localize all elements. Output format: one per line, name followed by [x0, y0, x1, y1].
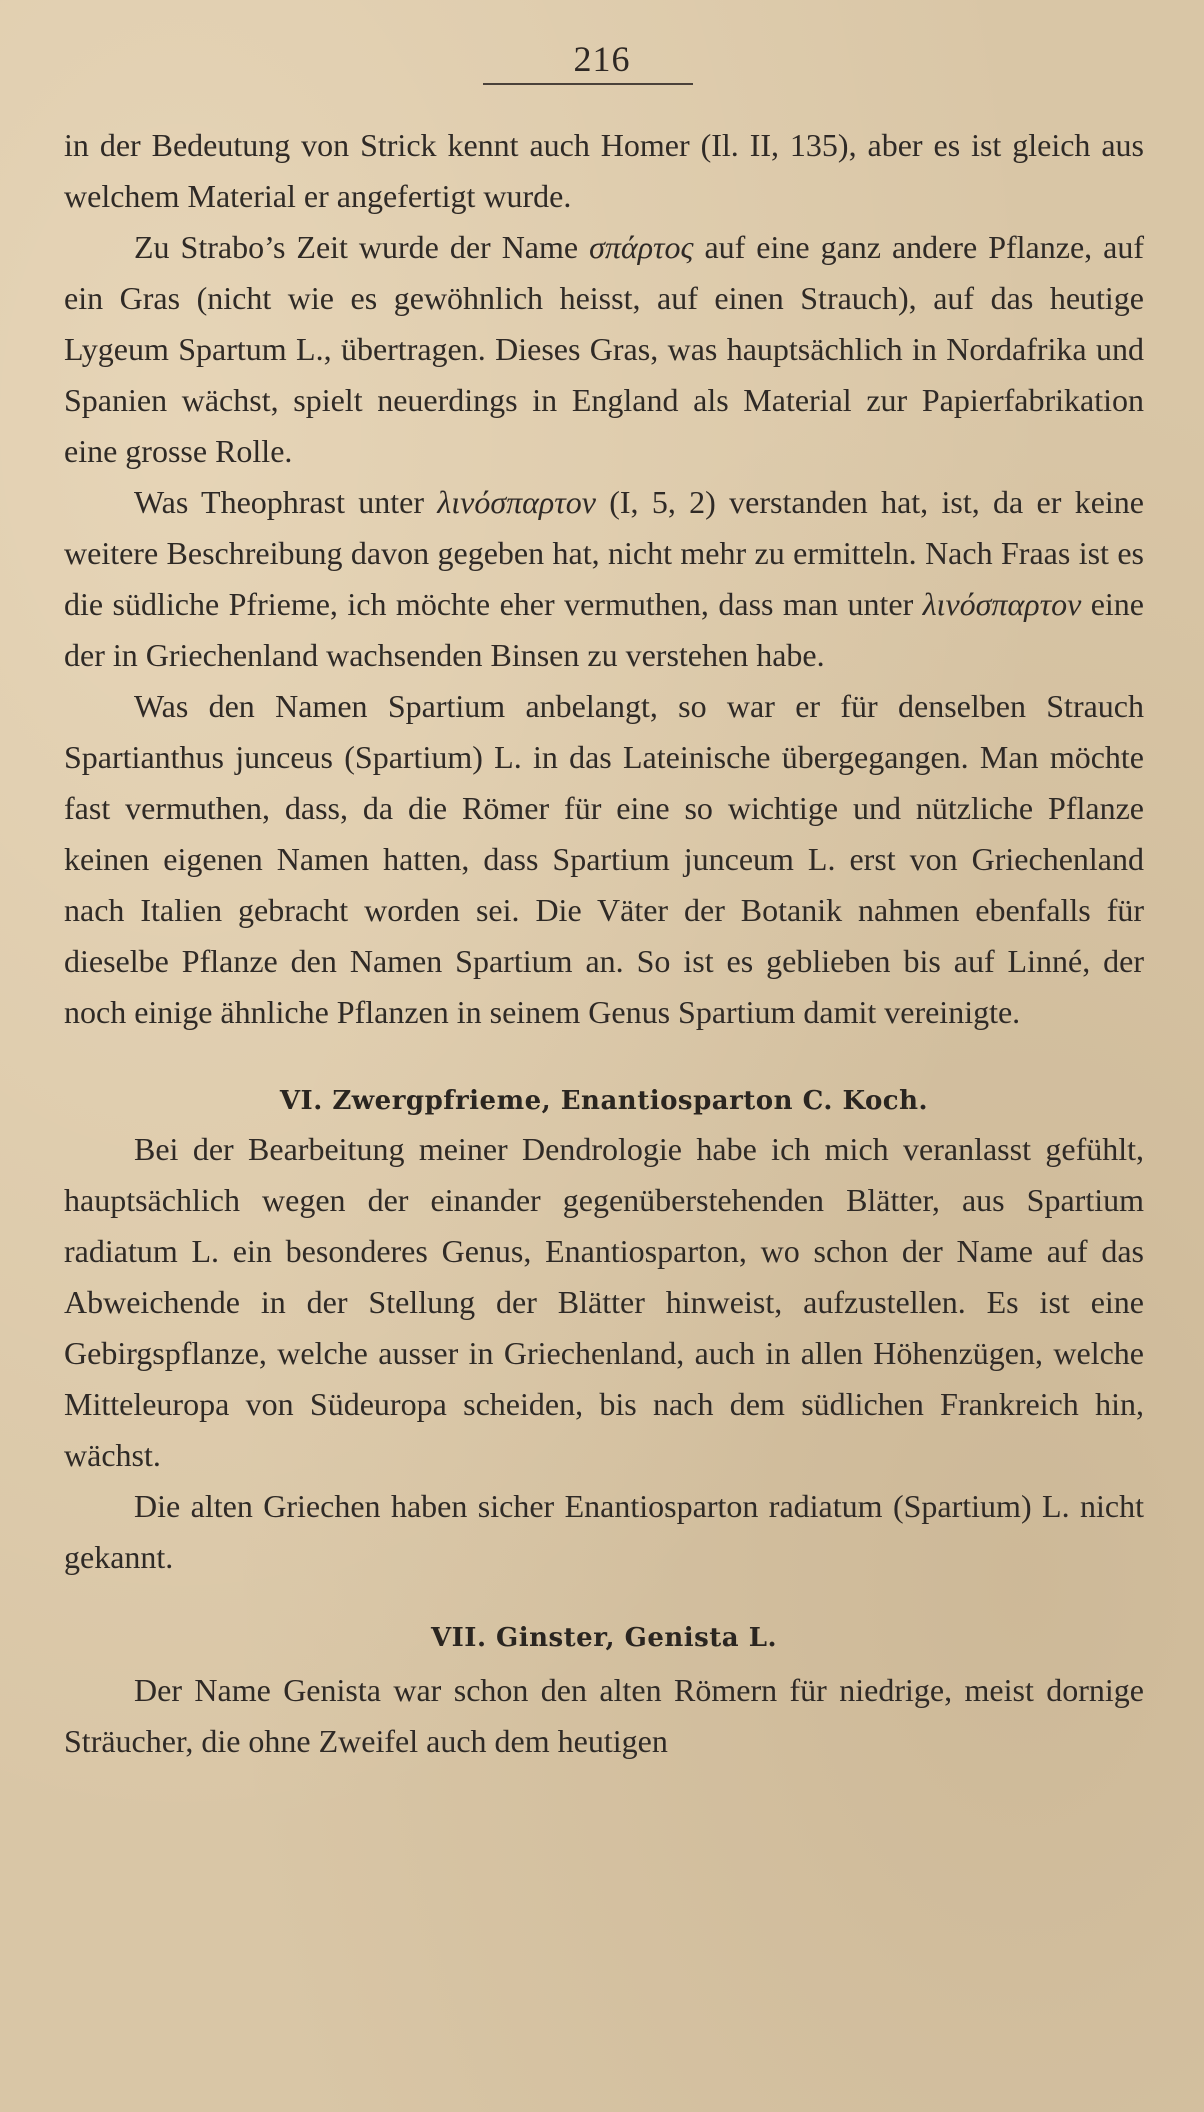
body-text [64, 120, 1144, 1767]
greek-word-spartos: σπάρτος [589, 229, 694, 265]
text-segment: (I, 5, 2) verstanden hat, ist, da er keine weitere Beschreibung davon gegeben hat, nicht mehr zu ermitteln. Nach Fraas ist es die südliche Pfrieme, ich möchte eher vermuthen, dass man unter [64, 484, 1145, 622]
paragraph-genista: Der Name Genista war schon den alten Römern für niedrige, meist dornige Sträucher, die ohne Zweifel auch dem heutigen [64, 1672, 1144, 1759]
greek-word-linosparton: λινόσπαρτον [922, 586, 1082, 622]
header-rule [483, 83, 693, 85]
section-heading-vi: VI. Zwergpfrieme, Enantiosparton C. Koch. [279, 1086, 929, 1116]
page-header [0, 38, 1204, 80]
greek-word-linosparton: λινόσπαρτον [437, 484, 596, 520]
paragraph-enantiosparton: Bei der Bearbeitung meiner Dendrologie habe ich mich veranlasst gefühlt, hauptsächlich wegen der einander gegenüberstehenden Blätter, aus Spartium radiatum L. ein besonderes Genus, Enantiosparton, wo schon der Name auf das Abweichende in der Stellung der Blätter hinweist, aufzustellen. Es ist eine Gebirgspflanze, welche ausser in Griechenland, auch in allen Höhenzügen, welche Mitteleuropa von Südeuropa scheiden, bis nach dem südlichen Frankreich hin, wächst. [64, 1131, 1144, 1473]
paragraph-alte-griechen: Die alten Griechen haben sicher Enantiosparton radiatum (Spartium) L. nicht gekannt. [64, 1488, 1144, 1575]
paragraph-continuation: in der Bedeutung von Strick kennt auch Homer (Il. II, 135), aber es ist gleich aus welchem Material er angefertigt wurde. [64, 127, 1144, 214]
text-segment: eine der in Griechenland wachsenden Binsen zu verstehen habe. [64, 586, 1145, 673]
paragraph-spartium: Was den Namen Spartium anbelangt, so war er für denselben Strauch Spartianthus junceus (Spartium) L. in das Lateinische übergegangen. Man möchte fast vermuthen, dass, da die Römer für eine so wichtige und nützliche Pflanze keinen eigenen Namen hatten, dass Spartium junceum L. erst von Griechenland nach Italien gebracht worden sei. Die Väter der Botanik nahmen ebenfalls für dieselbe Pflanze den Namen Spartium an. So ist es geblieben bis auf Linné, der noch einige ähnliche Pflanzen in seinem Genus Spartium damit vereinigte. [64, 688, 1144, 1030]
text-segment: Was Theophrast unter [134, 484, 438, 520]
page-number: 216 [573, 39, 631, 79]
section-heading-vii: VII. Ginster, Genista L. [430, 1623, 778, 1653]
text-segment: Zu Strabo’s Zeit wurde der Name [134, 229, 590, 265]
paragraph-strabo [64, 222, 1144, 477]
text-segment: auf eine ganz andere Pflanze, auf ein Gras (nicht wie es gewöhnlich heisst, auf einen Strauch), auf das heutige Lygeum Spartum L., übertragen. Dieses Gras, was hauptsächlich in Nordafrika und Spanien wächst, spielt neuerdings in England als Material zur Papierfabrikation eine grosse Rolle. [64, 229, 1145, 469]
paragraph-theophrast [64, 477, 1144, 681]
